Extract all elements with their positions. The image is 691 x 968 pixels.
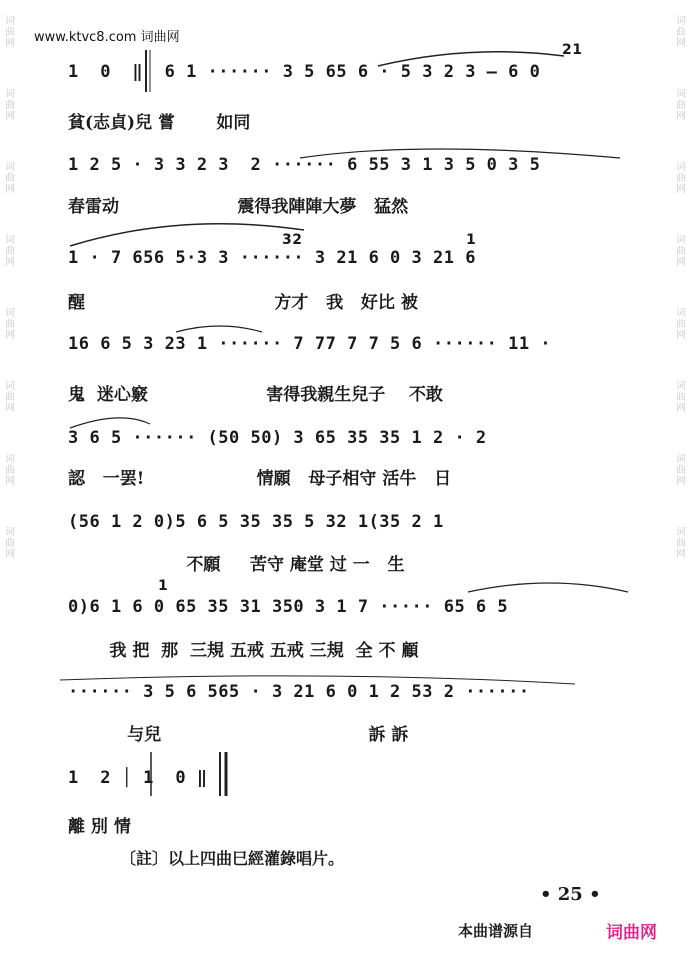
watermark-char: 网 xyxy=(5,257,15,268)
watermark-char: 曲 xyxy=(676,173,686,184)
site-watermark: www.ktvc8.com 词曲网 xyxy=(34,30,180,45)
source-label: 本曲谱源自 xyxy=(458,922,534,940)
watermark-char: 词 xyxy=(676,89,686,100)
lyrics-row: 我 把 那 三規 五戒 五戒 三規 全 不 顧 xyxy=(68,641,419,661)
watermark-char: 曲 xyxy=(5,319,15,330)
watermark-char: 曲 xyxy=(676,538,686,549)
watermark-char: 词 xyxy=(676,308,686,319)
slur xyxy=(70,224,304,246)
watermark-char: 词 xyxy=(5,162,15,173)
watermark-char: 词 xyxy=(5,454,15,465)
score-notes-row: 16 6 5 3 23 1 ······ 7 77 7 7 5 6 ······ 11 · xyxy=(68,334,552,354)
lyrics-row: 離 別 情 xyxy=(68,817,131,837)
watermark-char: 曲 xyxy=(676,392,686,403)
watermark-char: 曲 xyxy=(676,100,686,111)
watermark-char: 网 xyxy=(676,184,686,195)
lyrics-row: 認 一罢! 情願 母子相守 活牛 日 xyxy=(68,469,452,489)
watermark-char: 网 xyxy=(676,476,686,487)
grace-mark: 1 xyxy=(158,578,169,594)
watermark-char: 曲 xyxy=(676,465,686,476)
lyrics-row: 醒 方才 我 好比 被 xyxy=(68,293,418,313)
watermark-char: 词 xyxy=(5,235,15,246)
lyrics-row: 春雷动 震得我陣陣大夢 猛然 xyxy=(68,197,409,217)
slur xyxy=(60,676,575,684)
watermark-char: 曲 xyxy=(5,538,15,549)
site-logo: 词曲网 xyxy=(606,923,657,943)
watermark-char: 曲 xyxy=(5,465,15,476)
watermark-char: 网 xyxy=(5,549,15,560)
lyrics-row: 与兒 訴 訴 xyxy=(68,725,409,745)
lyrics-row: 貧(志貞)兒 嘗 如同 xyxy=(68,113,251,133)
lyrics-row: 不願 苦守 庵堂 过 一 生 xyxy=(68,555,405,575)
slur xyxy=(176,326,262,332)
score-notes-row: ······ 3 5 6 565 · 3 21 6 0 1 2 53 2 ······ xyxy=(68,682,530,702)
watermark-char: 曲 xyxy=(676,319,686,330)
score-notes-row: 1 0 ‖ 6 1 ······ 3 5 65 6 · 5 3 2 3 — 6 0 xyxy=(68,62,541,82)
watermark-char: 曲 xyxy=(5,173,15,184)
watermark-char: 词 xyxy=(676,16,686,27)
score-notes-row: 1 2 │ 1 0 ‖ xyxy=(68,768,208,788)
watermark-char: 词 xyxy=(676,454,686,465)
slur xyxy=(468,583,628,592)
watermark-char: 词 xyxy=(5,308,15,319)
watermark-char: 曲 xyxy=(5,27,15,38)
watermark-char: 曲 xyxy=(5,100,15,111)
watermark-char: 词 xyxy=(676,527,686,538)
watermark-char: 网 xyxy=(5,476,15,487)
slur xyxy=(70,418,150,428)
lyrics-row: 鬼 迷心竅 害得我親生兒子 不敢 xyxy=(68,385,443,405)
watermark-char: 网 xyxy=(676,403,686,414)
score-notes-row: 0)6 1 6 0 65 35 31 350 3 1 7 ····· 65 6 5 xyxy=(68,597,509,617)
watermark-char: 网 xyxy=(5,184,15,195)
grace-mark: 21 xyxy=(562,42,583,58)
watermark-char: 词 xyxy=(676,235,686,246)
watermark-char: 网 xyxy=(5,38,15,49)
watermark-char: 网 xyxy=(676,330,686,341)
watermark-char: 曲 xyxy=(676,246,686,257)
footnote: 〔註〕以上四曲巳經灌錄唱片。 xyxy=(120,849,345,868)
score-notes-row: 1 2 5 · 3 3 2 3 2 ······ 6 55 3 1 3 5 0 3 5 xyxy=(68,155,541,175)
watermark-char: 网 xyxy=(676,38,686,49)
score-notes-row: 1 · 7 656 5·3 3 ······ 3 21 6 0 3 21 6 xyxy=(68,248,476,268)
watermark-char: 网 xyxy=(5,403,15,414)
watermark-char: 网 xyxy=(5,111,15,122)
watermark-char: 词 xyxy=(5,16,15,27)
slur xyxy=(300,149,620,158)
watermark-char: 词 xyxy=(676,162,686,173)
page-number: • 25 • xyxy=(540,884,601,905)
watermark-char: 网 xyxy=(676,257,686,268)
watermark-char: 曲 xyxy=(676,27,686,38)
watermark-char: 网 xyxy=(5,330,15,341)
slur xyxy=(378,52,564,66)
grace-mark: 32 xyxy=(282,232,303,248)
watermark-char: 网 xyxy=(676,111,686,122)
watermark-char: 网 xyxy=(676,549,686,560)
score-notes-row: 3 6 5 ······ (50 50) 3 65 35 35 1 2 · 2 xyxy=(68,428,487,448)
grace-mark: 1 xyxy=(466,232,477,248)
watermark-char: 曲 xyxy=(5,392,15,403)
watermark-char: 词 xyxy=(5,89,15,100)
watermark-char: 词 xyxy=(5,381,15,392)
watermark-char: 曲 xyxy=(5,246,15,257)
watermark-char: 词 xyxy=(676,381,686,392)
watermark-char: 词 xyxy=(5,527,15,538)
score-notes-row: (56 1 2 0)5 6 5 35 35 5 32 1(35 2 1 xyxy=(68,512,444,532)
